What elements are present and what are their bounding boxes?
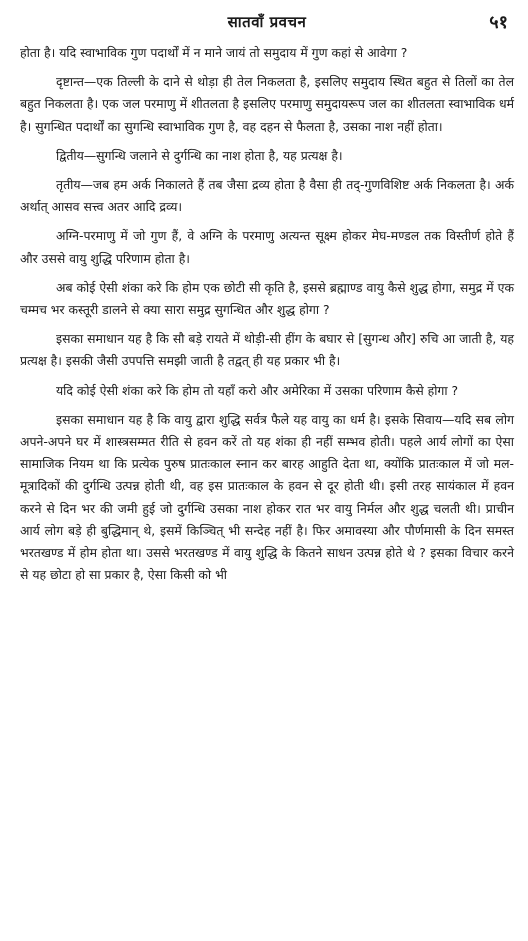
page-number: ५१ (489, 12, 508, 33)
paragraph-6: अब कोई ऐसी शंका करे कि होम एक छोटी सी कृति है, इससे ब्रह्माण्ड वायु कैसे शुद्ध होगा, समुद्र में एक चम्मच भर कस्तूरी डालने से क्या सारा समुद्र सुगन्धित और शुद्ध होगा ? (20, 279, 514, 318)
page-body (20, 42, 514, 586)
paragraph-2: दृष्टान्त—एक तिल्ली के दाने से थोड़ा ही तेल निकलता है, इसलिए समुदाय स्थित बहुत से तिलों का तेल बहुत निकलता है। एक जल परमाणु में शीतलता है इसलिए परमाणु समुदायरूप जल का शीतलता स्वाभाविक धर्म है। सुगन्धित पदार्थों का सुगन्धि स्वाभाविक गुण है, वह दहन से फैलता है, उसका नाश नहीं होता। (20, 74, 514, 134)
running-title: सातवाँ प्रवचन (227, 13, 307, 31)
paragraph-4: तृतीय—जब हम अर्क निकालते हैं तब जैसा द्रव्य होता है वैसा ही तद्-गुणविशिष्ट अर्क निकलता है। अर्क अर्थात् आसव सत्त्व अतर आदि द्रव्य। (20, 177, 514, 215)
page-header (20, 12, 514, 42)
paragraph-9: इसका समाधान यह है कि वायु द्वारा शुद्धि सर्वत्र फैले यह वायु का धर्म है। इसके सिवाय—यदि सब लोग अपने-अपने घर में शास्त्रसम्मत रीति से हवन करें तो यह शंका ही नहीं सम्भव होती। पहले आर्य लोगों का ऐसा सामाजिक नियम था कि प्रत्येक पुरुष प्रातःकाल स्नान कर बारह आहुति देता था, क्योंकि प्रातःकाल में जो मल-मूत्रादिकों की दुर्गन्धि उत्पन्न होती थी, वह इस प्रातःकाल के हवन से दूर होती थी। इसी तरह सायंकाल में हवन करने से दिन भर की जमी हुई जो दुर्गन्धि उसका नाश होकर रात भर वायु निर्मल और शुद्ध चलती थी। प्राचीन आर्य लोग बड़े ही बुद्धिमान् थे, इसमें किञ्चित् भी सन्देह नहीं है। फिर अमावस्या और पौर्णमासी के दिन समस्त भरतखण्ड में होम होता था। उससे भरतखण्ड में वायु शुद्धि के कितने साधन उत्पन्न होते थे ? इसका विचार करने से यह छोटा हो सा प्रकार है, ऐसा किसी को भी (20, 411, 514, 583)
paragraph-5: अग्नि-परमाणु में जो गुण हैं, वे अग्नि के परमाणु अत्यन्त सूक्ष्म होकर मेघ-मण्डल तक विस्तीर्ण होते हैं और उससे वायु शुद्धि परिणाम होता है। (20, 228, 514, 266)
paragraph-7: इसका समाधान यह है कि सौ बड़े रायते में थोड़ी-सी हींग के बघार से [सुगन्ध और] रुचि आ जाती है, यह प्रत्यक्ष है। इसकी जैसी उपपत्ति समझी जाती है तद्वत् ही यह प्रकार भी है। (20, 331, 514, 369)
paragraph-8: यदि कोई ऐसी शंका करे कि होम तो यहाँ करो और अमेरिका में उसका परिणाम कैसे होगा ? (56, 382, 459, 398)
paragraph-3: द्वितीय—सुगन्धि जलाने से दुर्गन्धि का नाश होता है, यह प्रत्यक्ष है। (56, 147, 343, 163)
paragraph-1: होता है। यदि स्वाभाविक गुण पदार्थों में न माने जायं तो समुदाय में गुण कहां से आवेगा ? (20, 45, 408, 60)
